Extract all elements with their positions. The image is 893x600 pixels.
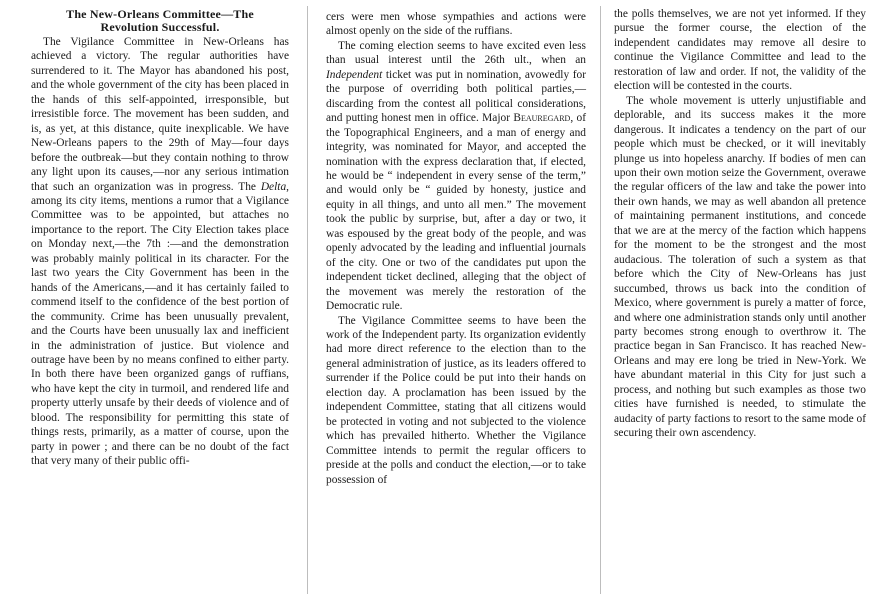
headline-line-2: Revolution Successful.	[100, 20, 220, 34]
paragraph-text: , of the Topographical Engineers, and a man of energy and integrity, was nominated for Mayor, and accepted the nomination with the express declaration that, if elected, he would be “ independent in every sense of the term,” and would only be “ guided by honesty, justice and equity in all things, and unto all men.” The movement took the public by surprise, but, after a day or two, it was espoused by the great body of the people, and was openly advocated by the leading and influential journals of the city. One or two of the candidates put upon the independent ticket declined, alleging that the object of the movement was merely the restoration of the Democratic rule.	[326, 112, 586, 313]
paragraph-text: ticket was put in nomination, avowedly for the purpose of overriding both political parties,—discarding from the contest all political considerations, and putting honest men in office. Major	[326, 68, 586, 125]
paragraph-text: The Vigilance Committee in New-Orleans has achieved a victory. The regular authorities have surrendered to it. The Mayor has abandoned his post, and the whole government of the city has been placed in the hands of this self-appointed, irresponsible, but irresistible force. The movement has been sudden, and is, as yet, at this distance, quite inexplicable. We have New-Orleans papers to the 29th of May—four days before the outbreak—but they contain nothing to throw any light upon its causes,—nor any serious intimation that such an organization was in progress. The	[31, 36, 289, 193]
delta-newspaper-name: Delta	[260, 180, 287, 193]
column-divider	[600, 6, 601, 594]
paragraph: the polls themselves, we are not yet informed. If they pursue the former course, the election of the independent candidates may remove all desire to continue the Vigilance Committee and lead to the restoration of law and order. If not, the validity of the election will be contested in the courts.	[614, 8, 866, 93]
paragraph: cers were men whose sympathies and actions were almost openly on the side of the ruffians.	[326, 11, 586, 38]
paragraph-text: , among its city items, mentions a rumor that a Vigilance Committee was to be appointed, but attaches no importance to the report. The City Election takes place on Monday next,—the 7th :—and the demonstration was probably mainly political in its character. For the last two years the City Government has been in the hands of the Americans,—and it has certainly failed to commend itself to the confidence of the best portion of the community. Crime has been unusually prevalent, and the Courts have been unusually lax and inefficient in the administration of justice. But violence and outrage have been by no means confined to either party. In both there have been organized gangs of ruffians, who have kept the city in turmoil, and rendered life and property utterly unsafe by their deeds of violence and of blood. The responsibility for permitting this state of things rests, primarily, as a matter of course, upon the party in power ; and there can be no doubt of the fact that very many of their public offi-	[31, 180, 289, 468]
column-divider	[307, 6, 308, 594]
paragraph: The whole movement is utterly unjustifiable and deplorable, and its success makes it the more dangerous. It indicates a tendency on the part of our people which must be checked, or it will inevitably plunge us into hopeless anarchy. If bodies of men can upon their own motion seize the Government, overawe the regular officers of the law and take the power into their own hands, we may as well abandon all pretence of maintaining permanent institutions, and concede that we are at the mercy of the faction which happens for the moment to be the strongest and the most audacious. The toleration of such a system as that before which the City of New-Orleans has just succumbed, throws us back into the condition of Mexico, where government is purely a matter of force, and where one administration stands only until another party becomes strong enough to overthrow it. The practice began in San Francisco. It has reached New-Orleans and may ere long be tried in New-York. We have abundant material in this City for just such a process, and nothing but such examples as those two cities have furnished is needed, to stimulate the audacity of party factions to resort to the same mode of securing their own ascendency.	[614, 94, 866, 440]
headline-line-1: The New-Orleans Committee—The	[66, 7, 254, 21]
article-column-1	[31, 8, 289, 469]
paragraph: The Vigilance Committee seems to have been the work of the Independent party. Its organization evidently had more direct reference to the election than to the general administration of justice, as its leaders offered to surrender if the Police could be put into their hands on election day. A proclamation has been issued by the independent Committee, stating that all citizens would be protected in voting and not subjected to the violence which has prevailed hitherto. Whether the Vigilance Committee intends to permit the regular officers to preside at the polls and conduct the election,—or to take possession of	[326, 314, 586, 486]
beauregard-name: Beauregard	[513, 112, 571, 125]
article-column-2	[326, 10, 586, 487]
article-headline	[31, 8, 289, 34]
paragraph-text: The coming election seems to have excited even less than usual interest until the 26th ult., when an	[326, 39, 586, 67]
independent-ticket-term: Independent	[326, 68, 383, 81]
article-column-3	[614, 7, 866, 441]
paragraph	[326, 39, 586, 314]
paragraph	[31, 35, 289, 469]
